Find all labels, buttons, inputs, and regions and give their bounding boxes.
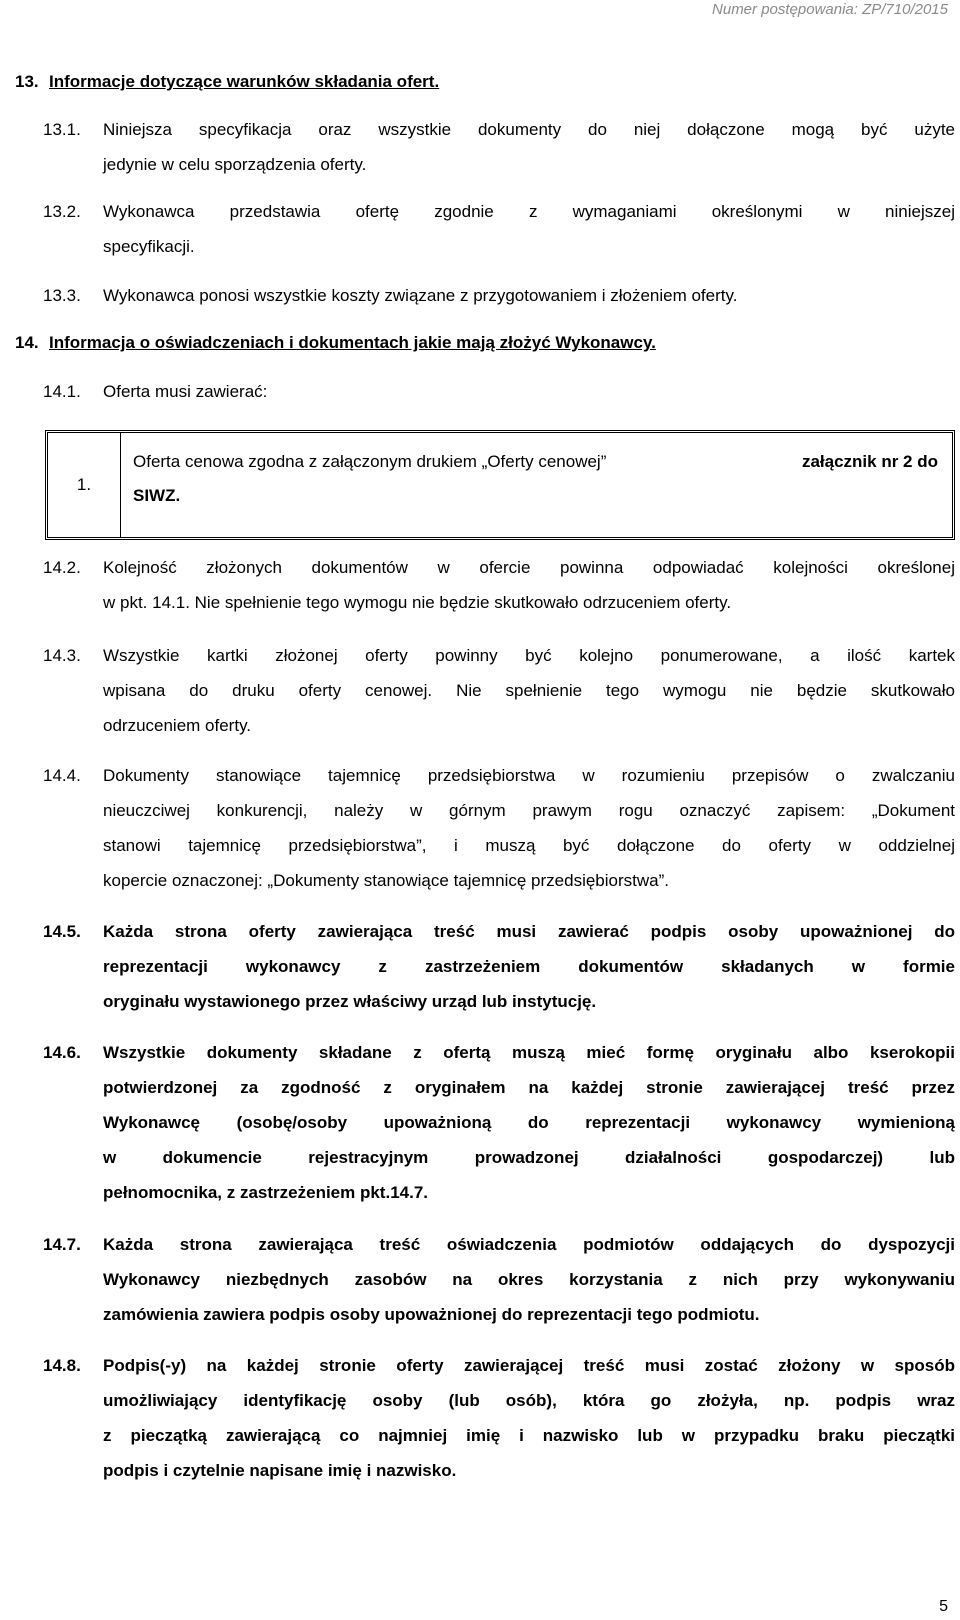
paragraph-14-3 <box>43 638 955 743</box>
paragraph-line: Podpis(-y) na każdej stronie oferty zawierającej treść musi zostać złożony w sposób <box>103 1356 955 1375</box>
paragraph-line: odrzuceniem oferty. <box>103 716 252 735</box>
paragraph-line: Każda strona zawierająca treść oświadczenia podmiotów oddających do dyspozycji <box>103 1235 955 1254</box>
section-title: Informacje dotyczące warunków składania ofert. <box>49 72 440 91</box>
paragraph-line: Każda strona oferty zawierająca treść musi zawierać podpis osoby upoważnionej do <box>103 922 955 941</box>
paragraph-14-6 <box>43 1035 955 1210</box>
page-number: 5 <box>939 1598 948 1615</box>
paragraph-line: w dokumencie rejestracyjnym prowadzonej działalności gospodarczej) lub <box>103 1148 955 1167</box>
paragraph-13-2 <box>43 194 955 264</box>
paragraph-number: 14.2. <box>43 558 81 577</box>
paragraph-line: Oferta musi zawierać: <box>103 382 268 401</box>
paragraph-line: zamówienia zawiera podpis osoby upoważnionej do reprezentacji tego podmiotu. <box>103 1305 760 1324</box>
paragraph-number: 14.5. <box>43 922 81 941</box>
paragraph-line: Wykonawca przedstawia ofertę zgodnie z wymaganiami określonymi w niniejszej <box>103 202 955 221</box>
paragraph-number: 14.7. <box>43 1235 81 1254</box>
required-documents-table <box>45 430 955 540</box>
paragraph-line: Wykonawcy niezbędnych zasobów na okres korzystania z nich przy wykonywaniu <box>103 1270 955 1289</box>
paragraph-line: umożliwiający identyfikację osoby (lub osób), która go złożyła, np. podpis wraz <box>103 1391 955 1410</box>
table-row-line: Oferta cenowa zgodna z załączonym drukiem „Oferty cenowej” <box>133 452 607 471</box>
paragraph-line: reprezentacji wykonawcy z zastrzeżeniem dokumentów składanych w formie <box>103 957 955 976</box>
case-number-header: Numer postępowania: ZP/710/2015 <box>712 1 948 18</box>
paragraph-number: 14.4. <box>43 766 81 785</box>
table-row-bold: SIWZ. <box>133 486 181 505</box>
paragraph-14-4 <box>43 758 955 898</box>
paragraph-number: 13.1. <box>43 120 81 139</box>
paragraph-line: pełnomocnika, z zastrzeżeniem pkt.14.7. <box>103 1183 429 1202</box>
paragraph-line: kopercie oznaczonej: „Dokumenty stanowiące tajemnicę przedsiębiorstwa”. <box>103 871 669 890</box>
paragraph-line: podpis i czytelnie napisane imię i nazwisko. <box>103 1461 457 1480</box>
paragraph-number: 13.3. <box>43 286 81 305</box>
paragraph-14-5 <box>43 914 955 1019</box>
table-row-bold: załącznik nr 2 do <box>801 452 938 471</box>
paragraph-number: 14.1. <box>43 382 81 401</box>
section-13-heading <box>15 72 439 92</box>
paragraph-number: 14.8. <box>43 1356 81 1375</box>
paragraph-14-7 <box>43 1227 955 1332</box>
paragraph-line: Wszystkie kartki złożonej oferty powinny być kolejno ponumerowane, a ilość kartek <box>103 646 955 665</box>
section-14-heading <box>15 333 656 353</box>
paragraph-14-1 <box>43 374 955 409</box>
table-row-number: 1. <box>48 433 121 537</box>
paragraph-number: 14.3. <box>43 646 81 665</box>
paragraph-line: wpisana do druku oferty cenowej. Nie spełnienie tego wymogu nie będzie skutkowało <box>103 681 955 700</box>
paragraph-line: Wykonawcę (osobę/osoby upoważnioną do reprezentacji wykonawcy wymienioną <box>103 1113 955 1132</box>
paragraph-line: Wykonawca ponosi wszystkie koszty związane z przygotowaniem i złożeniem oferty. <box>103 286 738 305</box>
paragraph-line: Wszystkie dokumenty składane z ofertą muszą mieć formę oryginału albo kserokopii <box>103 1043 955 1062</box>
paragraph-line: specyfikacji. <box>103 237 195 256</box>
paragraph-line: Kolejność złożonych dokumentów w ofercie powinna odpowiadać kolejności określonej <box>103 558 955 577</box>
section-title: Informacja o oświadczeniach i dokumentach jakie mają złożyć Wykonawcy. <box>49 333 656 352</box>
paragraph-13-3 <box>43 278 955 313</box>
paragraph-line: jedynie w celu sporządzenia oferty. <box>103 155 367 174</box>
table-row-text <box>133 445 938 513</box>
paragraph-number: 14.6. <box>43 1043 81 1062</box>
paragraph-14-2 <box>43 550 955 620</box>
paragraph-line: w pkt. 14.1. Nie spełnienie tego wymogu nie będzie skutkowało odrzuceniem oferty. <box>103 593 732 612</box>
section-number: 14. <box>15 333 39 352</box>
paragraph-number: 13.2. <box>43 202 81 221</box>
paragraph-line: Dokumenty stanowiące tajemnicę przedsiębiorstwa w rozumieniu przepisów o zwalczaniu <box>103 766 955 785</box>
paragraph-line: Niniejsza specyfikacja oraz wszystkie dokumenty do niej dołączone mogą być użyte <box>103 120 955 139</box>
paragraph-line: stanowi tajemnicę przedsiębiorstwa”, i muszą być dołączone do oferty w oddzielnej <box>103 836 955 855</box>
paragraph-line: nieuczciwej konkurencji, należy w górnym prawym rogu oznaczyć zapisem: „Dokument <box>103 801 955 820</box>
paragraph-line: z pieczątką zawierającą co najmniej imię i nazwisko lub w przypadku braku pieczątki <box>103 1426 955 1445</box>
paragraph-13-1 <box>43 112 955 182</box>
section-number: 13. <box>15 72 39 91</box>
paragraph-line: potwierdzonej za zgodność z oryginałem na każdej stronie zawierającej treść przez <box>103 1078 955 1097</box>
paragraph-14-8 <box>43 1348 955 1488</box>
paragraph-line: oryginału wystawionego przez właściwy urząd lub instytucję. <box>103 992 597 1011</box>
